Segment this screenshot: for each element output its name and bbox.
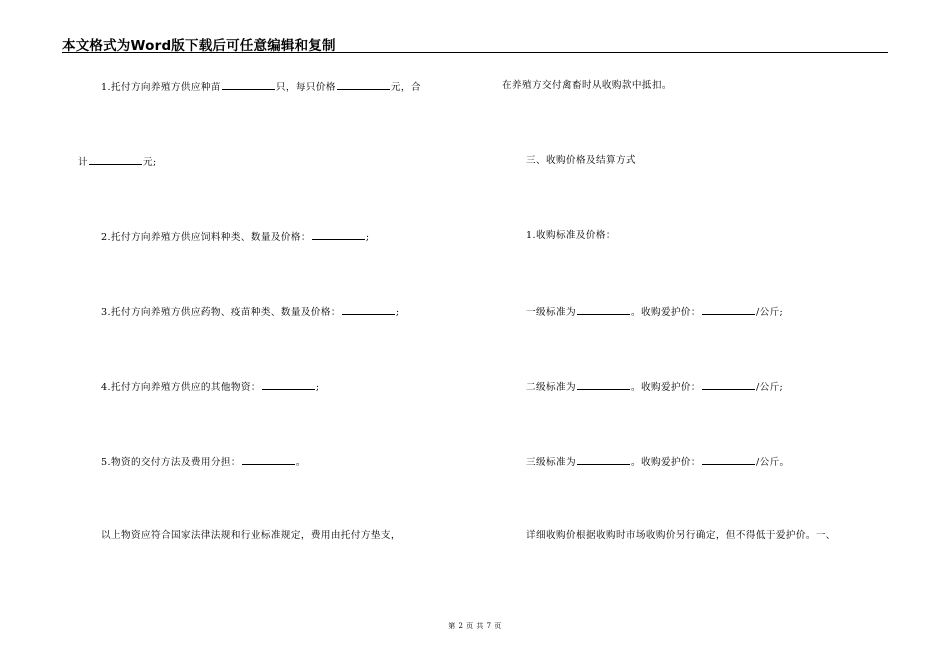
text-grade1-a: 一级标准为 [526, 307, 576, 318]
text-grade1-c: /公斤; [755, 307, 784, 318]
text-item4-b: ; [315, 382, 320, 393]
text-item3-a: 3.托付方向养殖方供应药物、疫苗种类、数量及价格： [101, 307, 341, 318]
blank-seedling-count[interactable] [222, 80, 275, 90]
blank-grade2-standard[interactable] [577, 380, 630, 390]
document-header-title: 本文格式为Word版下载后可任意编辑和复制 [62, 38, 336, 54]
text-item2-b: ; [365, 232, 370, 243]
text-grade1-b: 。收购爱护价： [630, 307, 701, 318]
supply-feed-line [101, 230, 369, 244]
text-item5-b: 。 [295, 457, 306, 468]
delivery-method-line [101, 455, 306, 469]
blank-grade2-price[interactable] [702, 380, 755, 390]
supply-medicine-line [101, 305, 399, 319]
page-number-footer: 第 2 页 共 7 页 [448, 622, 502, 630]
grade-1-line [526, 305, 783, 319]
blank-grade3-price[interactable] [702, 455, 755, 465]
blank-unit-price[interactable] [337, 80, 390, 90]
text-item3-b: ; [395, 307, 400, 318]
price-standard-heading: 1.收购标准及价格： [526, 230, 616, 241]
blank-other-materials[interactable] [262, 380, 315, 390]
grade-3-line [526, 455, 790, 469]
closing-paragraph: 以上物资应符合国家法律法规和行业标准规定，费用由托付方垫支， [101, 530, 401, 541]
blank-feed-details[interactable] [312, 230, 365, 240]
text-grade2-a: 二级标准为 [526, 382, 576, 393]
header-divider [62, 52, 888, 53]
text-item5-a: 5.物资的交付方法及费用分担： [101, 457, 241, 468]
price-detail-paragraph: 详细收购价根据收购时市场收购价另行确定，但不得低于爱护价。一、 [526, 530, 836, 541]
text-grade3-c: /公斤。 [755, 457, 790, 468]
text-item1-c: 元，合 [390, 82, 421, 93]
text-item4-a: 4.托付方向养殖方供应的其他物资： [101, 382, 261, 393]
text-grade3-a: 三级标准为 [526, 457, 576, 468]
blank-delivery-method[interactable] [242, 455, 295, 465]
supply-other-line [101, 380, 320, 394]
blank-grade1-price[interactable] [702, 305, 755, 315]
text-grade2-b: 。收购爱护价： [630, 382, 701, 393]
text-item1-b: 只，每只价格 [275, 82, 336, 93]
deduction-line: 在养殖方交付禽畜时从收购款中抵扣。 [502, 80, 672, 91]
text-item1-cont-b: 元; [143, 157, 157, 168]
blank-grade1-standard[interactable] [577, 305, 630, 315]
blank-grade3-standard[interactable] [577, 455, 630, 465]
blank-total-amount[interactable] [89, 155, 142, 165]
section-3-heading: 三、收购价格及结算方式 [526, 155, 636, 166]
text-item2-a: 2.托付方向养殖方供应饲料种类、数量及价格： [101, 232, 311, 243]
blank-medicine-details[interactable] [342, 305, 395, 315]
text-item1-cont-a: 计 [78, 157, 88, 168]
supply-seedlings-line [101, 80, 421, 94]
text-grade2-c: /公斤; [755, 382, 784, 393]
text-item1-a: 1.托付方向养殖方供应种苗 [101, 82, 221, 93]
grade-2-line [526, 380, 783, 394]
text-grade3-b: 。收购爱护价： [630, 457, 701, 468]
supply-seedlings-total-line [78, 155, 157, 169]
